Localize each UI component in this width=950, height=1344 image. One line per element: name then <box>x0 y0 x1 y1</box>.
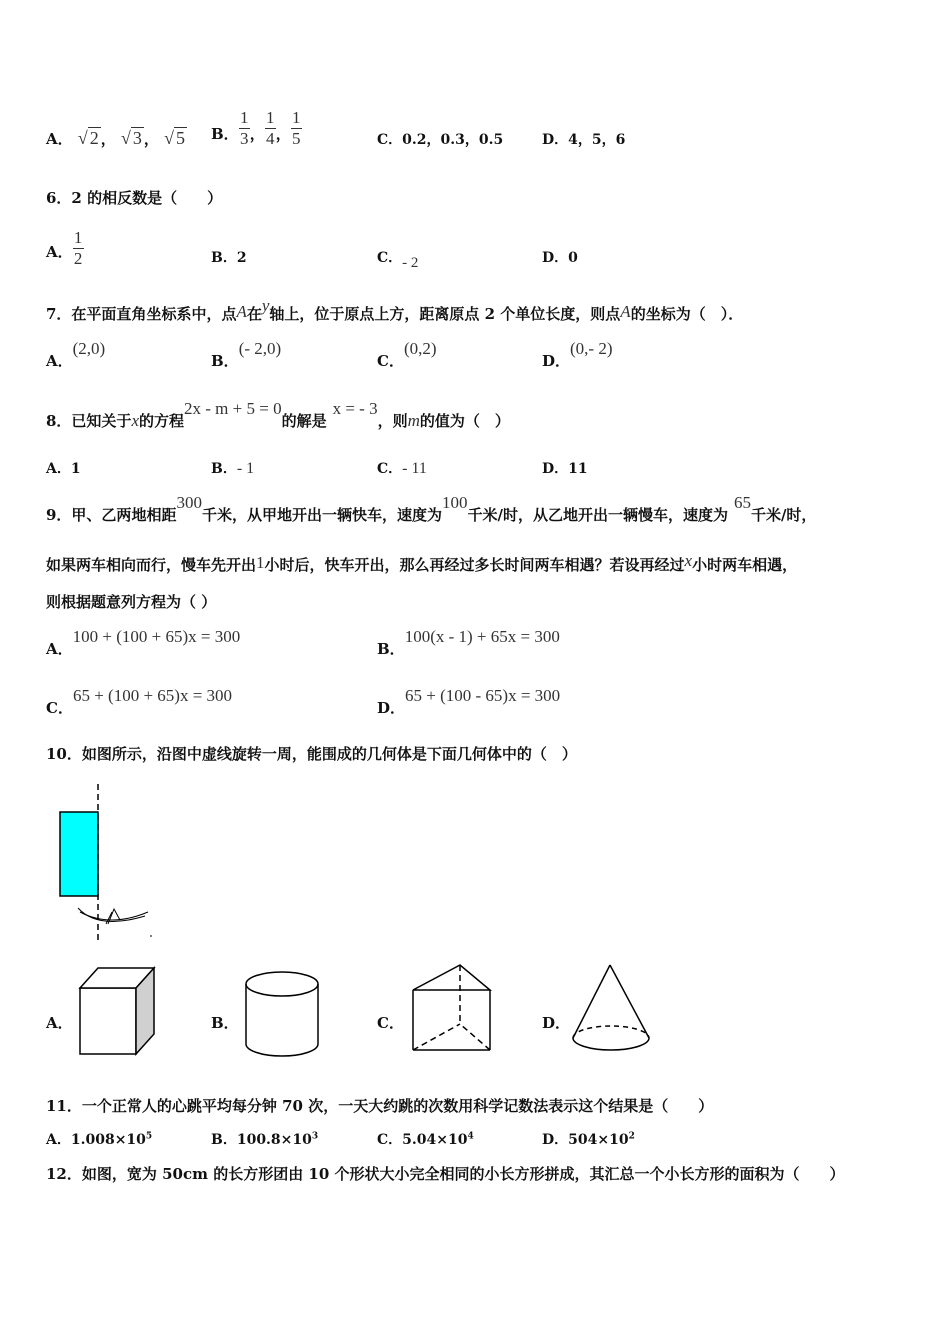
q6-option-c: C．- 2 <box>377 250 419 271</box>
q11-option-d: D．$504\times 10^2$ <box>542 1131 635 1148</box>
q7-option-d: D．(0,- 2) <box>542 339 613 370</box>
fraction-one-half: $\frac{1}{2}$ <box>73 228 83 268</box>
cone-icon <box>570 962 654 1058</box>
q12-stem: 12．如图，宽为 50cm 的长方形团由 10 个形状大小完全相同的小长方形拼成，其汇总一个小长方形的面积为（ ） <box>46 1165 845 1183</box>
q10-option-d-label: D． <box>542 1014 571 1032</box>
q10-option-c-label: C． <box>377 1014 404 1032</box>
q6-option-d: D．0 <box>542 250 578 266</box>
q6-option-b: B．2 <box>211 250 247 266</box>
cyan-rectangle <box>60 812 98 896</box>
q11-stem: 11．一个正常人的心跳平均每分钟 70 次，一天大约跳的次数用科学记数法表示这个结果是（ ） <box>46 1097 714 1115</box>
q11-option-b: B．$100.8\times 10^3$ <box>211 1131 319 1148</box>
q8-solution: x = - 3 <box>332 399 378 418</box>
q5-a-label: A． <box>46 130 73 148</box>
q9-option-d: D．65 + (100 - 65)x = 300 <box>377 686 561 717</box>
q10-stem: 10．如图所示，沿图中虚线旋转一周，能围成的几何体是下面几何体中的（ ） <box>46 745 577 763</box>
q5-option-a: A． √ 2 ， √ 3 ， √ 5 <box>46 128 186 148</box>
cube-icon <box>78 966 158 1058</box>
q9-line-1: 9．甲、乙两地相距300千米，从甲地开出一辆快车，速度为100千米/时，从乙地开出一辆慢车，速度为65千米/时， <box>46 493 817 524</box>
q7-option-c: C．(0,2) <box>377 339 437 370</box>
q5-option-c: C．0.2，0.3，0.5 <box>377 132 504 148</box>
q9-option-b: B．100(x - 1) + 65x = 300 <box>377 627 560 658</box>
sqrt-2: √ 2 <box>77 128 99 148</box>
q5-b-label: B． <box>211 125 239 143</box>
rotation-figure <box>50 782 160 947</box>
q9-line-3: 则根据题意列方程为（ ） <box>46 593 217 611</box>
q5-option-d: D．4，5，6 <box>542 132 626 148</box>
q8-option-c: C．- 11 <box>377 460 427 477</box>
q9-option-c: C．65 + (100 + 65)x = 300 <box>46 686 233 717</box>
q10-option-b-label: B． <box>211 1014 239 1032</box>
q7-option-a: A．(2,0) <box>46 339 106 370</box>
q9-line-2: 如果两车相向而行，慢车先开出1小时后，快车开出，那么再经过多长时间两车相遇？若设再经过x小时两车相遇， <box>46 551 798 574</box>
q7-option-b: B．(- 2,0) <box>211 339 282 370</box>
sqrt-3: √ 3 <box>121 128 142 148</box>
q5-option-b: B． $\frac{1}{3}$ ， $\frac{1}{4}$ ， $\frac{1}{5}$ <box>211 108 301 148</box>
q8-option-a: A．1 <box>46 461 81 477</box>
triangular-prism-icon <box>410 962 496 1056</box>
fraction-one-fifth: $\frac{1}{5}$ <box>291 108 301 148</box>
q11-option-a: A．$1.008\times 10^5$ <box>46 1131 153 1148</box>
q8-option-b: B．- 1 <box>211 460 255 477</box>
fraction-one-fourth: $\frac{1}{4}$ <box>265 108 275 148</box>
fraction-one-third: $\frac{1}{3}$ <box>239 108 249 148</box>
q10-option-a-label: A． <box>46 1014 73 1032</box>
q8-option-d: D．11 <box>542 461 588 477</box>
q8-stem: 8．已知关于x的方程2x - m + 5 = 0的解是x = - 3，则m的值为（ ） <box>46 399 510 430</box>
q9-option-a: A．100 + (100 + 65)x = 300 <box>46 627 241 658</box>
q7-stem: 7．在平面直角坐标系中，点A在y轴上，位于原点上方，距离原点 2 个单位长度，则点A的坐标为（ ）． <box>46 296 744 323</box>
q8-equation: 2x - m + 5 = 0 <box>184 399 282 418</box>
cylinder-icon <box>244 970 324 1060</box>
q6-stem: 6．2 的相反数是（ ） <box>46 189 223 207</box>
q6-option-a: A． $\frac{1}{2}$ <box>46 228 83 268</box>
q11-option-c: C．$5.04\times 10^4$ <box>377 1131 474 1148</box>
sqrt-5: √ 5 <box>164 128 186 148</box>
